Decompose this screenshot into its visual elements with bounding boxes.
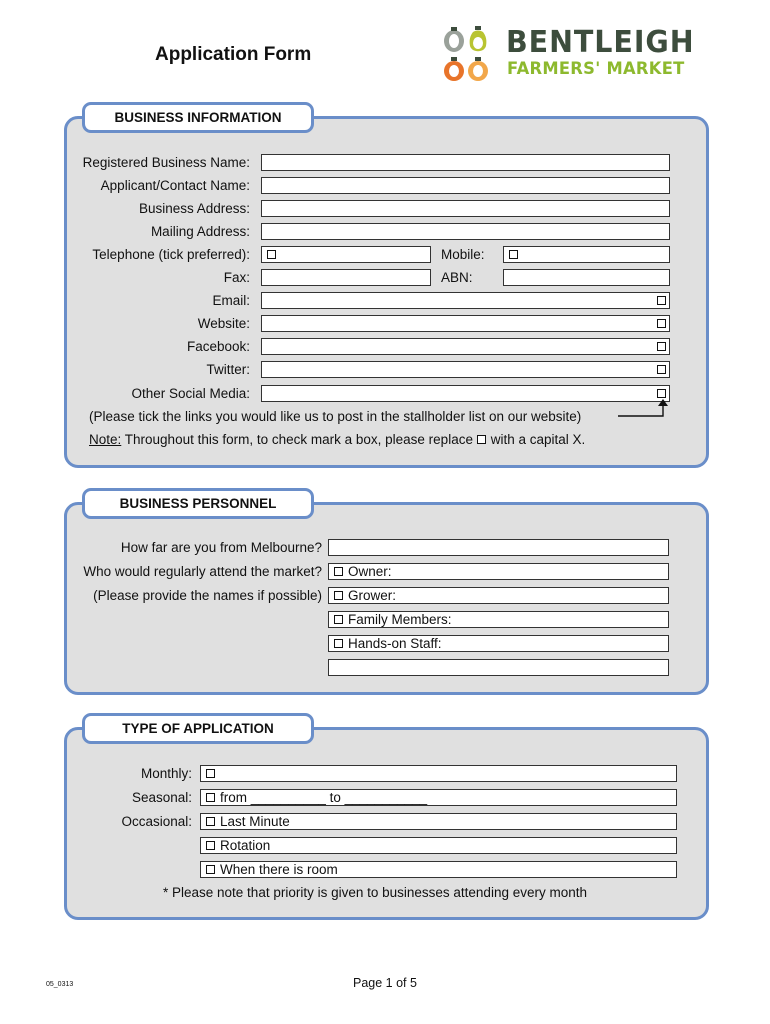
owner-label: Owner:: [348, 564, 392, 579]
grower-field[interactable]: [328, 587, 669, 604]
occasional-label: Occasional:: [121, 814, 192, 829]
family-members-label: Family Members:: [348, 612, 452, 627]
business-address-label: Business Address:: [138, 201, 250, 216]
type-of-application-heading: TYPE OF APPLICATION: [82, 713, 314, 744]
business-address-field[interactable]: [261, 200, 670, 217]
email-post-checkbox[interactable]: [657, 296, 666, 305]
monthly-checkbox[interactable]: [206, 769, 215, 778]
telephone-field[interactable]: [261, 246, 431, 263]
tick-links-note: (Please tick the links you would like us to post in the stallholder list on our website): [89, 409, 582, 424]
fruit-logo-icon: [440, 24, 502, 86]
facebook-post-checkbox[interactable]: [657, 342, 666, 351]
rotation-checkbox[interactable]: [206, 841, 215, 850]
hands-on-staff-label: Hands-on Staff:: [348, 636, 442, 651]
when-there-is-room-label: When there is room: [220, 862, 338, 877]
mailing-address-label: Mailing Address:: [150, 224, 250, 239]
note-body-2: with a capital X.: [490, 432, 586, 447]
example-checkbox-icon: [477, 435, 486, 444]
contact-name-label: Applicant/Contact Name:: [100, 178, 250, 193]
distance-question: How far are you from Melbourne?: [120, 540, 322, 555]
seasonal-dates: from __________ to ___________: [220, 790, 428, 805]
monthly-field[interactable]: [200, 765, 677, 782]
website-field[interactable]: [261, 315, 670, 332]
telephone-label: Telephone (tick preferred):: [92, 247, 250, 262]
business-information-heading: BUSINESS INFORMATION: [82, 102, 314, 133]
when-there-is-room-checkbox[interactable]: [206, 865, 215, 874]
email-field[interactable]: [261, 292, 670, 309]
page-number: Page 1 of 5: [353, 976, 417, 990]
bentleigh-logo: [440, 24, 700, 86]
note-body-1: Throughout this form, to check mark a box, please replace: [121, 432, 477, 447]
grower-label: Grower:: [348, 588, 397, 603]
checkbox-instruction-note: [89, 432, 585, 448]
attend-question: Who would regularly attend the market?: [83, 564, 322, 579]
email-label: Email:: [212, 293, 250, 308]
rotation-label: Rotation: [220, 838, 271, 853]
personnel-extra-field[interactable]: [328, 659, 669, 676]
hands-on-staff-checkbox[interactable]: [334, 639, 343, 648]
mobile-field[interactable]: [503, 246, 670, 263]
family-members-field[interactable]: [328, 611, 669, 628]
abn-field[interactable]: [503, 269, 670, 286]
distance-field[interactable]: [328, 539, 669, 556]
fax-label: Fax:: [223, 270, 250, 285]
telephone-checkbox[interactable]: [267, 250, 276, 259]
family-members-checkbox[interactable]: [334, 615, 343, 624]
twitter-post-checkbox[interactable]: [657, 365, 666, 374]
owner-field[interactable]: [328, 563, 669, 580]
seasonal-checkbox[interactable]: [206, 793, 215, 802]
when-there-is-room-field[interactable]: [200, 861, 677, 878]
abn-label: ABN:: [441, 270, 473, 285]
registered-business-name-label: Registered Business Name:: [82, 155, 250, 170]
mobile-label: Mobile:: [441, 247, 485, 262]
twitter-label: Twitter:: [206, 362, 250, 377]
business-personnel-heading: BUSINESS PERSONNEL: [82, 488, 314, 519]
facebook-label: Facebook:: [186, 339, 250, 354]
page-title: Application Form: [155, 44, 312, 65]
last-minute-checkbox[interactable]: [206, 817, 215, 826]
facebook-field[interactable]: [261, 338, 670, 355]
twitter-field[interactable]: [261, 361, 670, 378]
website-post-checkbox[interactable]: [657, 319, 666, 328]
rotation-field[interactable]: [200, 837, 677, 854]
monthly-label: Monthly:: [140, 766, 192, 781]
arrow-up-icon: [616, 397, 668, 419]
last-minute-label: Last Minute: [220, 814, 290, 829]
fax-field[interactable]: [261, 269, 431, 286]
grower-checkbox[interactable]: [334, 591, 343, 600]
last-minute-field[interactable]: [200, 813, 677, 830]
logo-text-farmers-market: FARMERS' MARKET: [507, 59, 685, 79]
other-social-media-field[interactable]: [261, 385, 670, 402]
logo-text-bentleigh: BENTLEIGH: [506, 25, 695, 60]
seasonal-label: Seasonal:: [131, 790, 192, 805]
form-code: 05_0313: [46, 981, 74, 988]
mailing-address-field[interactable]: [261, 223, 670, 240]
hands-on-staff-field[interactable]: [328, 635, 669, 652]
other-social-media-label: Other Social Media:: [131, 386, 250, 401]
mobile-checkbox[interactable]: [509, 250, 518, 259]
owner-checkbox[interactable]: [334, 567, 343, 576]
registered-business-name-field[interactable]: [261, 154, 670, 171]
website-label: Website:: [197, 316, 250, 331]
seasonal-field[interactable]: [200, 789, 677, 806]
priority-note: * Please note that priority is given to businesses attending every month: [163, 885, 587, 900]
names-note: (Please provide the names if possible): [93, 588, 322, 603]
note-prefix: Note:: [89, 432, 122, 447]
contact-name-field[interactable]: [261, 177, 670, 194]
